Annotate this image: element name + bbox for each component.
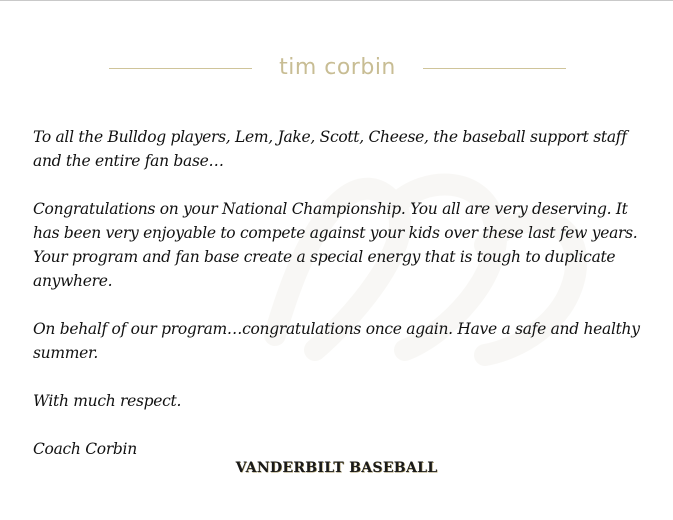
top-divider	[0, 0, 673, 1]
letter-header	[0, 52, 673, 84]
letter-signature: Coach Corbin	[33, 440, 137, 458]
letter-greeting: To all the Bulldog players, Lem, Jake, Scott, Cheese, the baseball support staff and the entire fan base…	[33, 128, 627, 170]
letter-paragraph: On behalf of our program…congratulations once again. Have a safe and healthy summer.	[33, 320, 640, 362]
letter-body	[33, 125, 648, 461]
letter-paragraph: Congratulations on your National Championship. You all are very deserving. It has been very enjoyable to compete against your kids over these last few years. Your program and fan base create a special energy that is tough to duplicate anywhere.	[33, 200, 638, 290]
author-name: tim corbin	[279, 55, 396, 80]
footer-logo-text: VANDERBILT BASEBALL	[235, 460, 438, 476]
header-rule-right	[423, 68, 566, 69]
header-rule-left	[109, 68, 252, 69]
letter-closing: With much respect.	[33, 392, 182, 410]
